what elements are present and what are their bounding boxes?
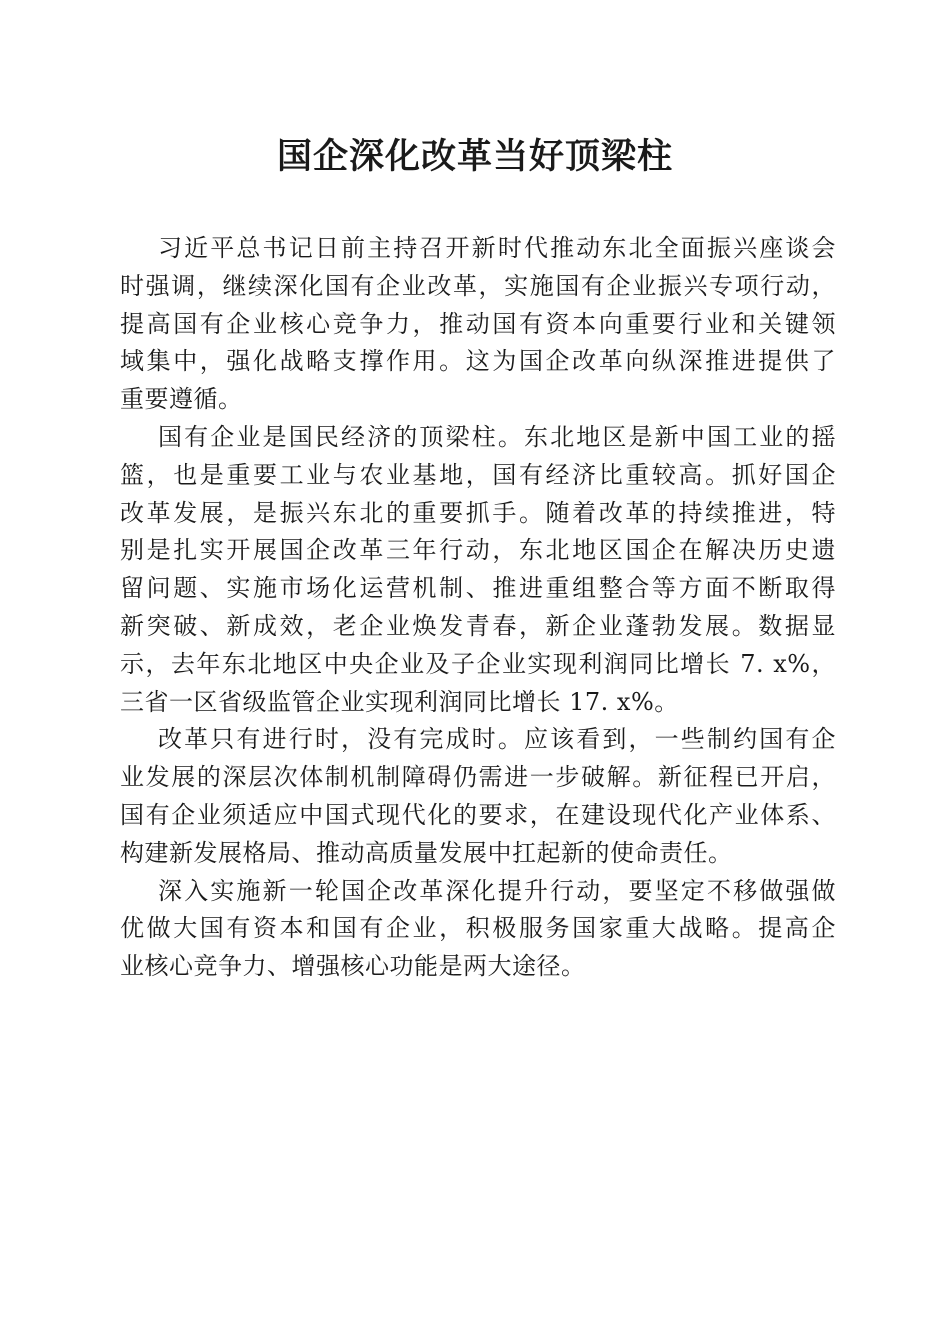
text-line: 提高国有企业核心竞争力，推动国有资本向重要行业和关键领 [120, 309, 836, 338]
text-line: 示，去年东北地区中央企业及子企业实现利润同比增长 7. x%， [120, 649, 836, 678]
text-line: 习近平总书记日前主持召开新时代推动东北全面振兴座谈会 [158, 234, 836, 262]
text-line: 篮，也是重要工业与农业基地，国有经济比重较高。抓好国企 [120, 460, 836, 489]
text-line: 构建新发展格局、推动高质量发展中扛起新的使命责任。 [120, 838, 733, 867]
text-line: 新突破、新成效，老企业焕发青春，新企业蓬勃发展。数据显 [120, 611, 836, 640]
text-line: 三省一区省级监管企业实现利润同比增长 17. x%。 [120, 687, 679, 716]
document-body [120, 230, 836, 986]
text-line: 时强调，继续深化国有企业改革，实施国有企业振兴专项行动， [120, 271, 836, 300]
document-title: 国企深化改革当好顶梁柱 [276, 136, 673, 177]
text-line: 业发展的深层次体制机制障碍仍需进一步破解。新征程已开启， [120, 763, 836, 792]
text-line: 重要遵循。 [120, 385, 243, 414]
text-line: 深入实施新一轮国企改革深化提升行动，要坚定不移做强做 [158, 876, 836, 905]
text-line: 国有企业须适应中国式现代化的要求，在建设现代化产业体系、 [120, 800, 836, 829]
text-line: 改革只有进行时，没有完成时。应该看到，一些制约国有企 [158, 725, 836, 754]
text-line: 业核心竞争力、增强核心功能是两大途径。 [120, 952, 586, 981]
text-line: 国有企业是国民经济的顶梁柱。东北地区是新中国工业的摇 [158, 422, 836, 451]
text-line: 别是扎实开展国企改革三年行动，东北地区国企在解决历史遗 [120, 536, 836, 565]
text-line: 留问题、实施市场化运营机制、推进重组整合等方面不断取得 [120, 574, 836, 603]
text-line: 域集中，强化战略支撑作用。这为国企改革向纵深推进提供了 [120, 347, 836, 376]
text-line: 优做大国有资本和国有企业，积极服务国家重大战略。提高企 [120, 914, 836, 943]
text-line: 改革发展，是振兴东北的重要抓手。随着改革的持续推进，特 [120, 498, 836, 527]
